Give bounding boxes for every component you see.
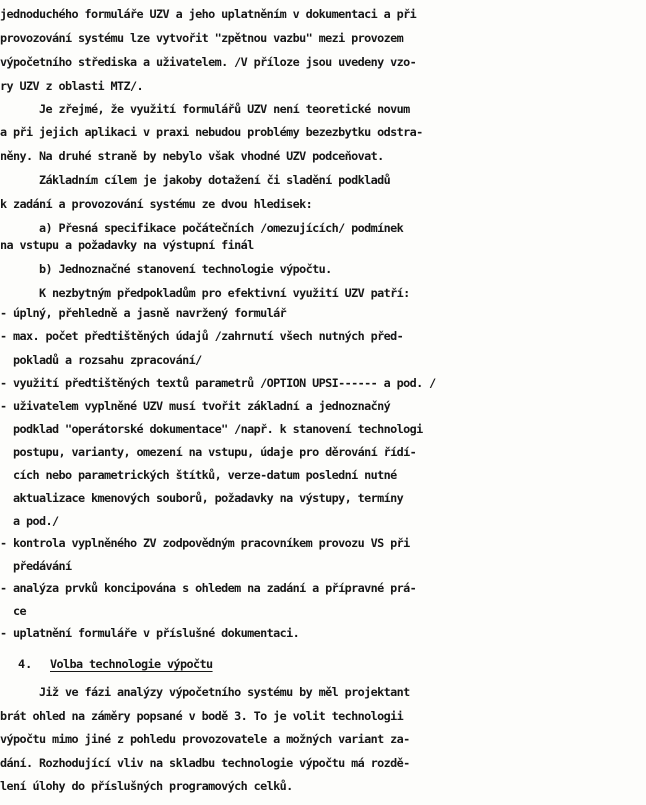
- text-line: k zadání a provozování systému ze dvou hledisek:: [0, 197, 313, 211]
- list-item: - využití předtištěných textů parametrů /OPTION UPSI------ a pod. /: [0, 376, 436, 390]
- section-number: 4.: [18, 657, 33, 671]
- list-item-continuation: předávání: [0, 559, 72, 573]
- text-line: Základním cílem je jakoby dotažení či sladění podkladů: [0, 173, 391, 187]
- text-line: K nezbytným předpokladům pro efektivní využití UZV patří:: [0, 286, 410, 300]
- text-line: lení úlohy do příslušných programových celků.: [0, 779, 293, 793]
- list-item: - uživatelem vyplněné UZV musí tvořit základní a jednoznačný: [0, 399, 391, 413]
- text-line: provozování systému lze vytvořit "zpětnou vazbu" mezi provozem: [0, 31, 404, 45]
- list-item-continuation: ce: [0, 604, 27, 618]
- text-line: něny. Na druhé straně by nebylo však vhodné UZV podceňovat.: [0, 149, 384, 163]
- list-item-continuation: a pod./: [0, 514, 59, 528]
- list-item: - max. počet předtištěných údajů /zahrnutí všech nutných před-: [0, 329, 404, 343]
- text-line: brát ohled na záměry popsané v bodě 3. To je volit technologii: [0, 709, 404, 723]
- text-line: výpočetního střediska a uživatelem. /V příloze jsou uvedeny vzo-: [0, 55, 417, 69]
- list-item: - kontrola vyplněného ZV zodpovědným pracovníkem provozu VS při: [0, 536, 410, 550]
- text-line: dání. Rozhodující vliv na skladbu technologie výpočtu má rozdě-: [0, 756, 410, 770]
- list-item-continuation: postupu, varianty, omezení na vstupu, údaje pro děrování řídí-: [0, 445, 417, 459]
- text-line: Je zřejmé, že využití formulářů UZV není teoretické novum: [0, 102, 410, 116]
- list-item: - úplný, přehledně a jasně navržený formulář: [0, 306, 287, 320]
- text-line: Již ve fázi analýzy výpočetního systému by měl projektant: [0, 685, 410, 699]
- list-item-continuation: aktualizace kmenových souborů, požadavky na výstupy, termíny: [0, 491, 404, 505]
- list-item: - uplatnění formuláře v příslušné dokumentaci.: [0, 626, 300, 640]
- text-line: výpočtu mimo jiné z pohledu provozovatele a možných variant za-: [0, 732, 410, 746]
- text-line: a) Přesná specifikace počátečních /omezujících/ podmínek: [0, 221, 404, 235]
- list-item-continuation: podklad "operátorské dokumentace" /např. k stanovení technologi: [0, 422, 423, 436]
- list-item-continuation: cích nebo parametrických štítků, verze-datum poslední nutné: [0, 468, 397, 482]
- text-line: b) Jednoznačné stanovení technologie výpočtu.: [0, 262, 332, 276]
- section-heading: Volba technologie výpočtu: [50, 657, 213, 671]
- text-line: a při jejich aplikaci v praxi nebudou problémy bezezbytku odstra-: [0, 125, 423, 139]
- text-line: na vstupu a požadavky na výstupní finál: [0, 238, 254, 252]
- list-item-continuation: pokladů a rozsahu zpracování/: [0, 353, 202, 367]
- text-line: jednoduchého formuláře UZV a jeho uplatněním v dokumentaci a při: [0, 7, 417, 21]
- list-item: - analýza prvků koncipována s ohledem na zadání a přípravné prá-: [0, 581, 417, 595]
- text-line: ry UZV z oblasti MTZ/.: [0, 79, 144, 93]
